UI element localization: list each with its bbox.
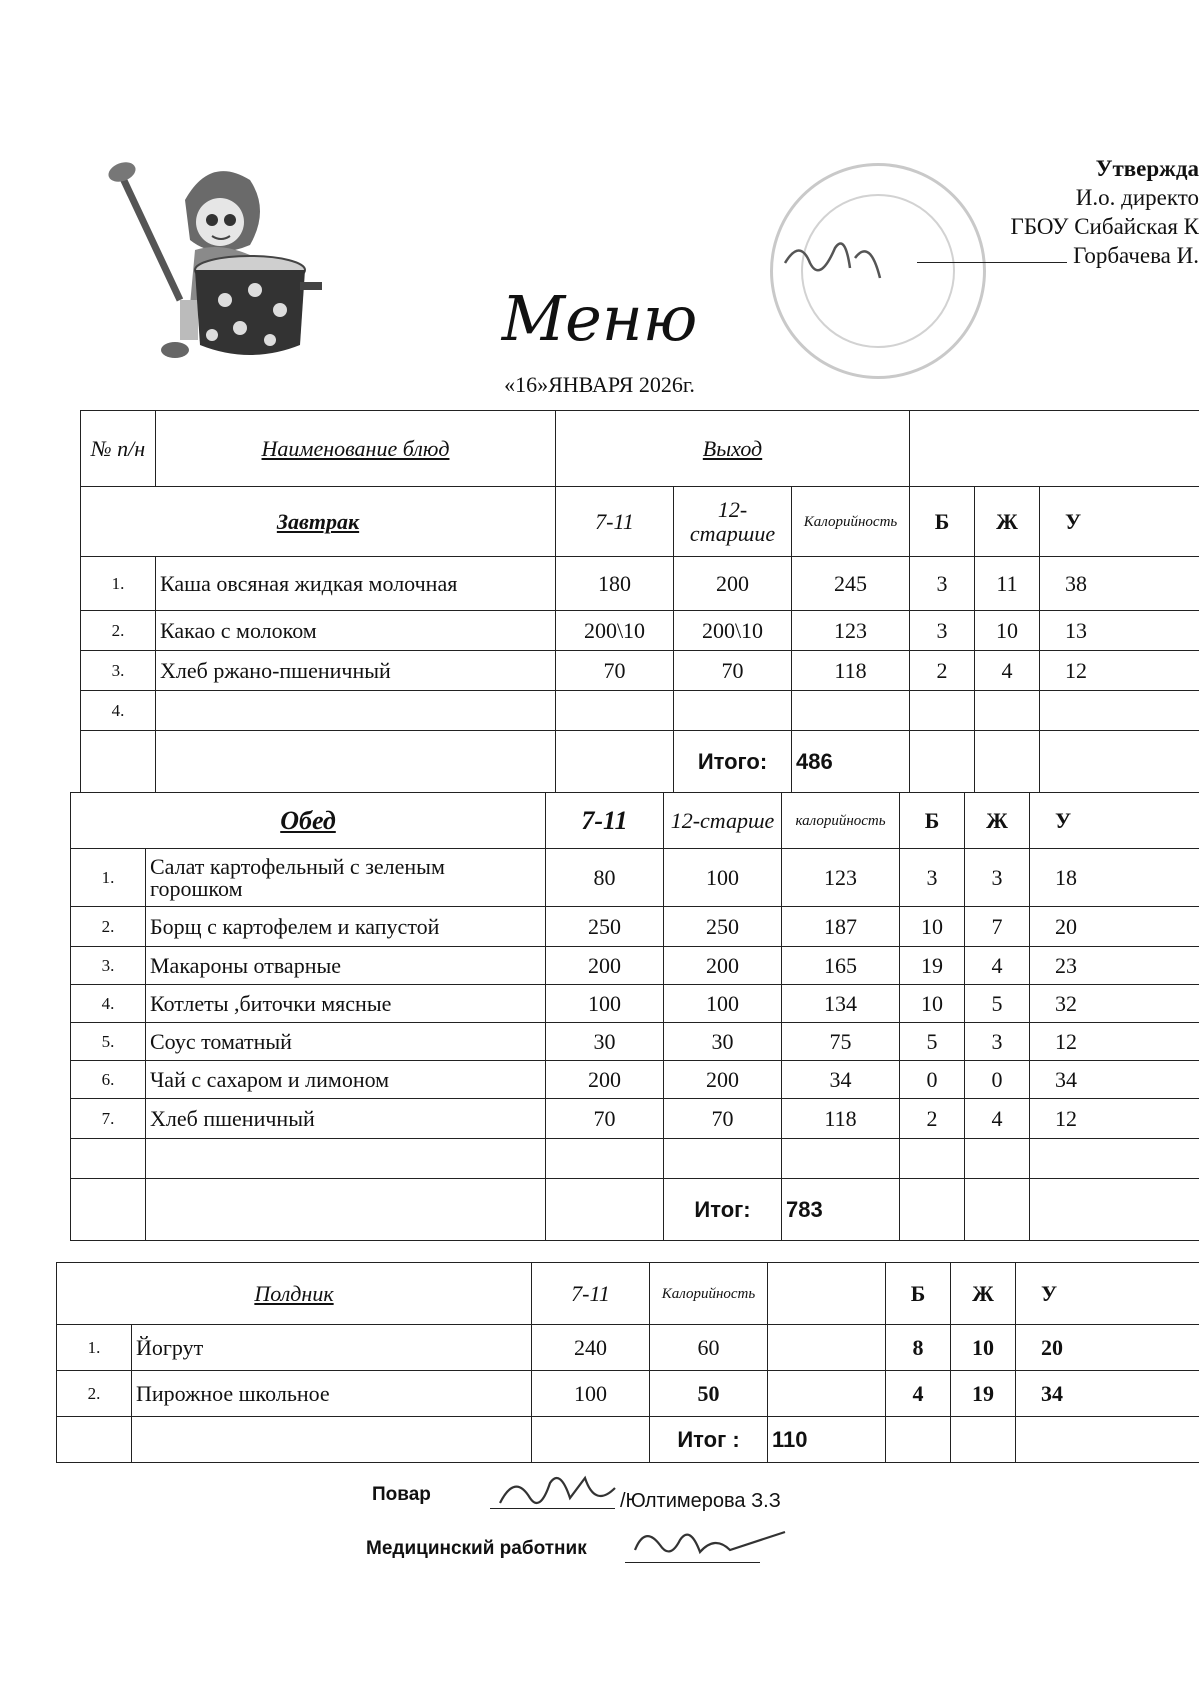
header-output: Выход — [556, 411, 910, 487]
approval-line-1: Утвержда — [1095, 156, 1199, 181]
snack-total-value: 110 — [768, 1417, 886, 1463]
page-title: Меню — [501, 282, 698, 355]
snack-col-cal: Калорийность — [650, 1263, 768, 1325]
table-row: 1. Йогрут 240 60 8 10 20 — [57, 1325, 1199, 1371]
breakfast-col-cal: Калорийность — [792, 487, 910, 557]
table-row: 4. — [81, 691, 1199, 731]
table-row: 7. Хлеб пшеничный 70 70 118 2 4 12 — [71, 1099, 1199, 1139]
table-row: 1. Каша овсяная жидкая молочная 180 200 245 3 11 38 — [81, 557, 1199, 611]
table-row: 3. Хлеб ржано-пшеничный 70 70 118 2 4 12 — [81, 651, 1199, 691]
lunch-title: Обед — [71, 793, 546, 849]
breakfast-col-protein: Б — [910, 487, 975, 557]
lunch-total-row — [71, 1179, 1199, 1241]
snack-col-fat: Ж — [951, 1263, 1016, 1325]
breakfast-title: Завтрак — [81, 487, 556, 557]
lunch-col-a: 7-11 — [546, 793, 664, 849]
snack-col-carb: У — [1016, 1263, 1199, 1325]
lunch-col-fat: Ж — [965, 793, 1030, 849]
table-row: 2. Какао с молоком 200\10 200\10 123 3 10 13 — [81, 611, 1199, 651]
table-row: 6. Чай с сахаром и лимоном 200 200 34 0 0 34 — [71, 1061, 1199, 1099]
table-row: 4. Котлеты ,биточки мясные 100 100 134 10 5 32 — [71, 985, 1199, 1023]
snack-col-a: 7-11 — [532, 1263, 650, 1325]
snack-total-label: Итог : — [650, 1417, 768, 1463]
cook-label: Повар — [372, 1484, 431, 1505]
breakfast-total-label: Итого: — [674, 731, 792, 793]
table-row: 5. Соус томатный 30 30 75 5 3 12 — [71, 1023, 1199, 1061]
snack-table — [56, 1262, 1199, 1463]
breakfast-col-carb: У — [1040, 487, 1199, 557]
lunch-total-label: Итог: — [664, 1179, 782, 1241]
cook-signature — [490, 1468, 630, 1518]
lunch-col-b: 12-старше — [664, 793, 782, 849]
header-num: № п/н — [81, 411, 156, 487]
table-row: 2. Борщ с картофелем и капустой 250 250 187 10 7 20 — [71, 907, 1199, 947]
snack-total-row — [57, 1417, 1199, 1463]
breakfast-table — [80, 410, 1199, 793]
lunch-col-protein: Б — [900, 793, 965, 849]
medical-signature — [625, 1520, 795, 1570]
lunch-col-carb: У — [1030, 793, 1199, 849]
cook-name: /Юлтимерова З.З — [620, 1490, 781, 1512]
snack-col-protein: Б — [886, 1263, 951, 1325]
breakfast-col-b: 12-старшие — [674, 487, 792, 557]
header-name: Наименование блюд — [156, 411, 556, 487]
approval-line-2: И.о. директо — [1075, 185, 1199, 210]
breakfast-total-row — [81, 731, 1199, 793]
breakfast-col-a: 7-11 — [556, 487, 674, 557]
lunch-table — [70, 792, 1199, 1241]
approval-block — [869, 154, 1199, 270]
breakfast-col-fat: Ж — [975, 487, 1040, 557]
snack-title: Полдник — [57, 1263, 532, 1325]
breakfast-total-value: 486 — [792, 731, 910, 793]
lunch-col-cal: калорийность — [782, 793, 900, 849]
menu-date: «16»ЯНВАРЯ 2026г. — [504, 372, 695, 397]
lunch-total-value: 783 — [782, 1179, 900, 1241]
table-row: 1. Салат картофельный с зеленым горошком 80 100 123 3 3 18 — [71, 849, 1199, 907]
table-row: 3. Макароны отварные 200 200 165 19 4 23 — [71, 947, 1199, 985]
table-row: 2. Пирожное школьное 100 50 4 19 34 — [57, 1371, 1199, 1417]
medical-worker-label: Медицинский работник — [366, 1538, 587, 1559]
approval-line-3: ГБОУ Сибайская К — [1010, 214, 1199, 239]
approval-line-4: Горбачева И. — [869, 241, 1199, 270]
